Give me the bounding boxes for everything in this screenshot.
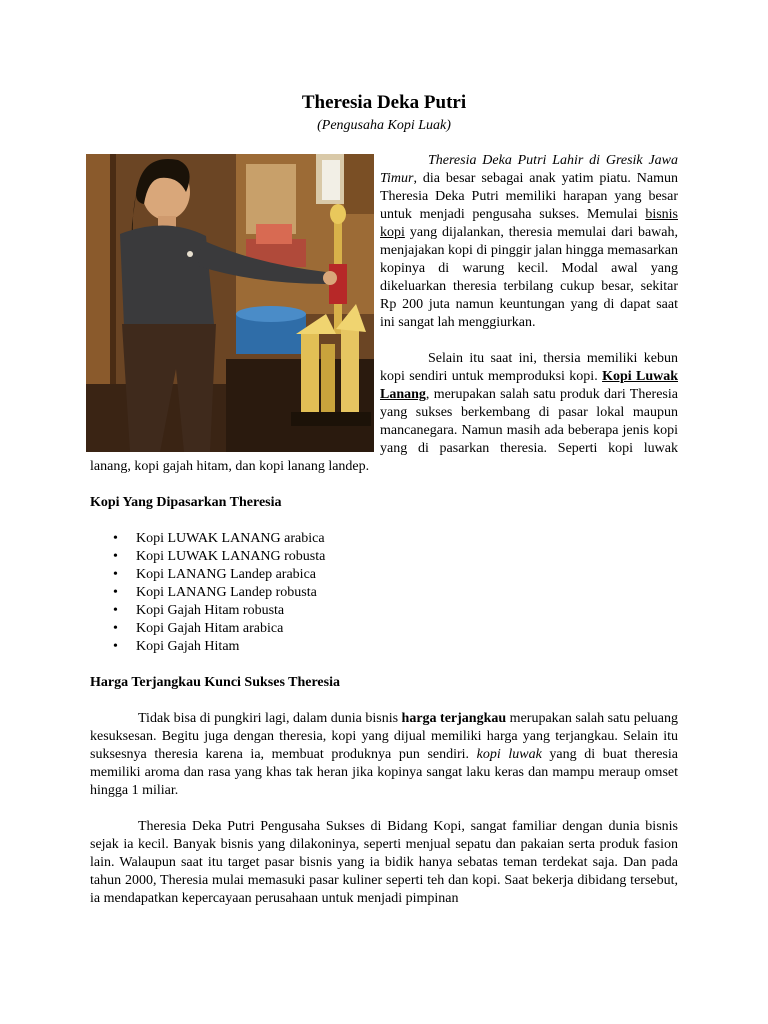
kopi-luwak-lanang-link[interactable]: Kopi Luwak Lanang xyxy=(380,369,679,402)
bisnis-kopi-link[interactable]: bisnis kopi xyxy=(380,207,678,240)
harga-paragraph-2: Theresia Deka Putri Pengusaha Sukses di Bidang Kopi, sangat familiar dengan dunia bisnis sejak ia kecil. Banyak bisnis yang dilakoninya, seperti menjual sepatu dan pakaian serta produk fasion lain. Walaupun saat itu target pasar bisnis yang ia bidik hanya sebatas teman terdekat saja. Dan pada tahun 2000, Theresia mulai memasuki pasar kuliner seperti teh dan kopi. Saat bekerja dibidang tersebut, ia mendapatkan kepercayaan perusahaan untuk menjadi pimpinan xyxy=(90,819,678,906)
paragraph-gap xyxy=(90,800,678,818)
list-item: • Kopi LANANG Landep robusta xyxy=(136,584,678,602)
harga-paragraph-1 xyxy=(90,710,678,800)
document-subtitle: (Pengusaha Kopi Luak) xyxy=(317,118,451,133)
harga-terjangkau-bold: harga terjangkau xyxy=(401,711,507,726)
kopi-product-list xyxy=(90,530,678,656)
paragraph-gap xyxy=(90,656,678,674)
kopi-luwak-italic: kopi luwak xyxy=(476,747,542,762)
paragraph-gap xyxy=(90,476,678,494)
paragraph-gap xyxy=(90,512,678,530)
intro-p1-text-b: yang dijalankan, theresia memulai dari bawah, menjajakan kopi di pinggir jalan hingga memasarkan kopinya di warung kecil. Modal awal yang dikeluarkan theresia terbilang cukup besar, sekitar Rp 200 juta namun keuntungan yang di dapat saat ini sangat lah menggiurkan. xyxy=(380,225,678,330)
list-item: • Kopi Gajah Hitam robusta xyxy=(136,602,678,620)
harga-p1-text-c: yang di buat theresia memiliki aroma dan rasa yang khas tak heran jika kopinya sangat laku keras dan mampu meraup omset hingga 1 miliar. xyxy=(90,747,678,798)
paragraph-gap xyxy=(90,692,678,710)
document-title: Theresia Deka Putri xyxy=(301,92,467,113)
list-item: • Kopi LANANG Landep arabica xyxy=(136,566,678,584)
harga-p1-text-b: merupakan salah satu peluang kesuksesan. Begitu juga dengan theresia, kopi yang dijual memiliki harga yang terjangkau. Selain itu suksesnya theresia karena ia, membuat produknya pun sendiri. xyxy=(90,711,679,762)
list-item: • Kopi Gajah Hitam xyxy=(136,638,678,656)
section-heading-harga: Harga Terjangkau Kunci Sukses Theresia xyxy=(90,675,340,690)
birthplace-italic: Theresia Deka Putri Lahir di Gresik Jawa Timur xyxy=(380,153,678,186)
photo-illustration xyxy=(86,154,374,452)
section-heading-kopi: Kopi Yang Dipasarkan Theresia xyxy=(90,495,282,510)
article-body xyxy=(90,152,678,908)
list-item: • Kopi LUWAK LANANG robusta xyxy=(136,548,678,566)
list-item: • Kopi Gajah Hitam arabica xyxy=(136,620,678,638)
harga-p1-text-a: Tidak bisa di pungkiri lagi, dalam dunia bisnis xyxy=(138,711,402,726)
list-item: • Kopi LUWAK LANANG arabica xyxy=(136,530,678,548)
intro-p2-text-b: , merupakan salah satu produk dari Theresia yang sukses berkembang di pasar lokal maupun mancanegara. Namun masih ada beberapa jenis kopi yang di pasarkan theresia. Seperti kopi luwak lanang, kopi gajah hitam, dan kopi lanang landep. xyxy=(90,387,678,474)
intro-p2-text-a: Selain itu saat ini, thersia memiliki kebun kopi sendiri untuk memproduksi kopi. xyxy=(380,351,678,384)
photo-theresia-with-trophies xyxy=(86,154,374,452)
intro-p1-text-a: , dia besar sebagai anak yatim piatu. Namun Theresia Deka Putri memiliki harapan yang besar untuk menjadi pengusaha sukses. Memulai xyxy=(380,171,678,222)
